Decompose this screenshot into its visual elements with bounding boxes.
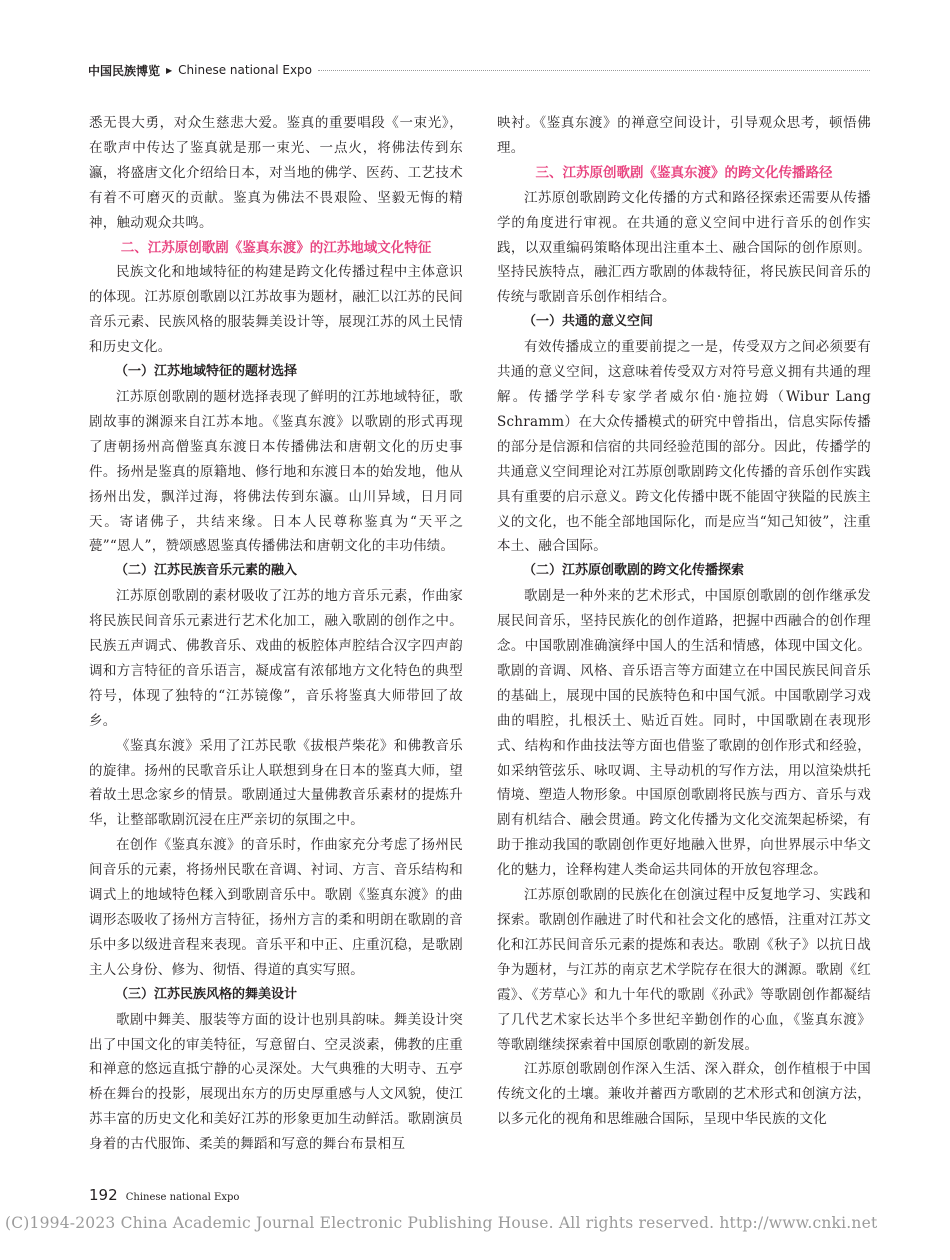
paragraph: 歌剧中舞美、服装等方面的设计也别具韵味。舞美设计突出了中国文化的审美特征，写意留白、空灵淡素，佛教的庄重和禅意的悠远直抵宁静的心灵深处。大气典雅的大明寺、五亭桥在舞台的投影，展现出东方的历史厚重感与人文风貌，使江苏丰富的历史文化和美好江苏的形象更加生动鲜活。歌剧演员身着的古代服饰、柔美的舞蹈和写意的舞台布景相互 [89, 1011, 463, 1153]
paragraph: 江苏原创歌剧的题材选择表现了鲜明的江苏地域特征，歌剧故事的渊源来自江苏本地。《鉴真东渡》以歌剧的形式再现了唐朝扬州高僧鉴真东渡日本传播佛法和唐朝文化的历史事件。扬州是鉴真的原籍地、修行地和东渡日本的始发地，他从扬州出发，飘洋过海，将佛法传到东瀛。山川异域，日月同天。寄诸佛子，共结来缘。日本人民尊称鉴真为“天平之甍”“恩人”，赞颂感恩鉴真传播佛法和唐朝文化的丰功伟绩。 [89, 388, 463, 555]
subsection-heading: （一）共通的意义空间 [523, 314, 654, 330]
left-column [89, 111, 463, 1157]
paragraph: 映衬。《鉴真东渡》的禅意空间设计，引导观众思考，顿悟佛理。 [497, 115, 871, 156]
triangle-right-icon: ▶ [166, 65, 173, 75]
footer-journal-title: Chinese national Expo [125, 1192, 240, 1203]
right-column [497, 111, 871, 1132]
journal-title-en: Chinese national Expo [178, 63, 313, 77]
section-heading-2: 二、江苏原创歌剧《鉴真东渡》的江苏地域文化特征 [120, 239, 432, 256]
running-header [88, 61, 870, 79]
subsection-heading: （三）江苏民族风格的舞美设计 [115, 986, 298, 1002]
page-footer [89, 1185, 239, 1204]
paragraph: 江苏原创歌剧的素材吸收了江苏的地方音乐元素，作曲家将民族民间音乐元素进行艺术化加工，融入歌剧的创作之中。民族五声调式、佛教音乐、戏曲的板腔体声腔结合汉字四声韵调和方言特征的音乐语言，凝成富有浓郁地方文化特色的典型符号，体现了独特的“江苏镜像”，音乐将鉴真大师带回了故乡。 [89, 588, 463, 729]
section-heading-3: 三、江苏原创歌剧《鉴真东渡》的跨文化传播路径 [535, 164, 833, 181]
paragraph: 歌剧是一种外来的艺术形式，中国原创歌剧的创作继承发展民间音乐，坚持民族化的创作道路，把握中西融合的创作理念。中国歌剧准确演绎中国人的生活和情感，体现中国文化。歌剧的音调、风格、音乐语言等方面建立在中国民族民间音乐的基础上，展现中国的民族特色和中国气派。中国歌剧学习戏曲的唱腔，扎根沃土、贴近百姓。同时，中国歌剧在表现形式、结构和作曲技法等方面也借鉴了歌剧的创作形式和经验，如采纳管弦乐、咏叹调、主导动机的写作方法，用以渲染烘托情境、塑造人物形象。中国原创歌剧将民族与西方、音乐与戏剧有机结合、融会贯通。跨文化传播为文化交流架起桥梁，有助于推动我国的歌剧创作更好地融入世界，向世界展示中华文化的魅力，诠释构建人类命运共同体的开放包容理念。 [497, 588, 871, 879]
page-number: 192 [89, 1186, 118, 1204]
paragraph: 民族文化和地域特征的构建是跨文化传播过程中主体意识的体现。江苏原创歌剧以江苏故事为题材，融汇以江苏的民间音乐元素、民族风格的服装舞美设计等，展现江苏的风土民情和历史文化。 [89, 264, 463, 356]
paragraph: 有效传播成立的重要前提之一是，传受双方之间必须要有共通的意义空间，这意味着传受双方对符号意义拥有共通的理解。传播学学科专家学者威尔伯·施拉姆（Wibur Lang Schramm）在大众传播模式的研究中曾指出，信息实际传播的部分是信源和信宿的共同经验范围的部分。因此，传播学的共通意义空间理论对江苏原创歌剧跨文化传播的音乐创作实践具有重要的启示意义。跨文化传播中既不能固守狭隘的民族主义的文化，也不能全部地国际化，而是应当“知己知彼”，注重本土、融合国际。 [497, 339, 871, 555]
journal-title-cn: 中国民族博览 [88, 63, 161, 78]
paragraph: 江苏原创歌剧的民族化在创演过程中反复地学习、实践和探索。歌剧创作融进了时代和社会文化的感悟，注重对江苏文化和江苏民间音乐元素的提炼和表达。歌剧《秋子》以抗日战争为题材，与江苏的南京艺术学院存在很大的渊源。歌剧《红霞》、《芳草心》和九十年代的歌剧《孙武》等歌剧创作都凝结了几代艺术家长达半个多世纪辛勤创作的心血，《鉴真东渡》等歌剧继续探索着中国原创歌剧的新发展。 [497, 887, 871, 1053]
copyright-notice: (C)1994-2023 China Academic Journal Electronic Publishing House. All rights reserved. http://www.cnki.net [5, 1214, 878, 1232]
paragraph: 江苏原创歌剧创作深入生活、深入群众，创作植根于中国传统文化的土壤。兼收并蓄西方歌剧的艺术形式和创演方法，以多元化的视角和思维融合国际，呈现中华民族的文化 [497, 1061, 871, 1128]
paragraph: 《鉴真东渡》采用了江苏民歌《拔根芦柴花》和佛教音乐的旋律。扬州的民歌音乐让人联想到身在日本的鉴真大师，望着故土思念家乡的情景。歌剧通过大量佛教音乐素材的提炼升华，让整部歌剧沉浸在庄严亲切的氛围之中。 [89, 737, 463, 829]
subsection-heading: （二）江苏民族音乐元素的融入 [115, 563, 298, 579]
paragraph: 在创作《鉴真东渡》的音乐时，作曲家充分考虑了扬州民间音乐的元素，将扬州民歌在音调、衬词、方言、音乐结构和调式上的地域特色糅入到歌剧音乐中。歌剧《鉴真东渡》的曲调形态吸收了扬州方言特征，扬州方言的柔和明朗在歌剧的音乐中多以级进音程来表现。音乐平和中正、庄重沉稳，是歌剧主人公身份、修为、彻悟、得道的真实写照。 [89, 837, 463, 978]
paragraph: 悉无畏大勇，对众生慈悲大爱。鉴真的重要唱段《一束光》，在歌声中传达了鉴真就是那一束光、一点火，将佛法传到东瀛，将盛唐文化介绍给日本，对当地的佛学、医药、工艺技术有着不可磨灭的贡献。鉴真为佛法不畏艰险、坚毅无悔的精神，触动观众共鸣。 [89, 115, 463, 231]
subsection-heading: （二）江苏原创歌剧的跨文化传播探索 [523, 563, 745, 579]
header-dotted-rule [318, 70, 870, 71]
paragraph: 江苏原创歌剧跨文化传播的方式和路径探索还需要从传播学的角度进行审视。在共通的意义空间中进行音乐的创作实践，以双重编码策略体现出注重本土、融合国际的创作原则。坚持民族特点，融汇西方歌剧的体裁特征，将民族民间音乐的传统与歌剧音乐创作相结合。 [497, 189, 871, 306]
subsection-heading: （一）江苏地域特征的题材选择 [115, 364, 298, 380]
